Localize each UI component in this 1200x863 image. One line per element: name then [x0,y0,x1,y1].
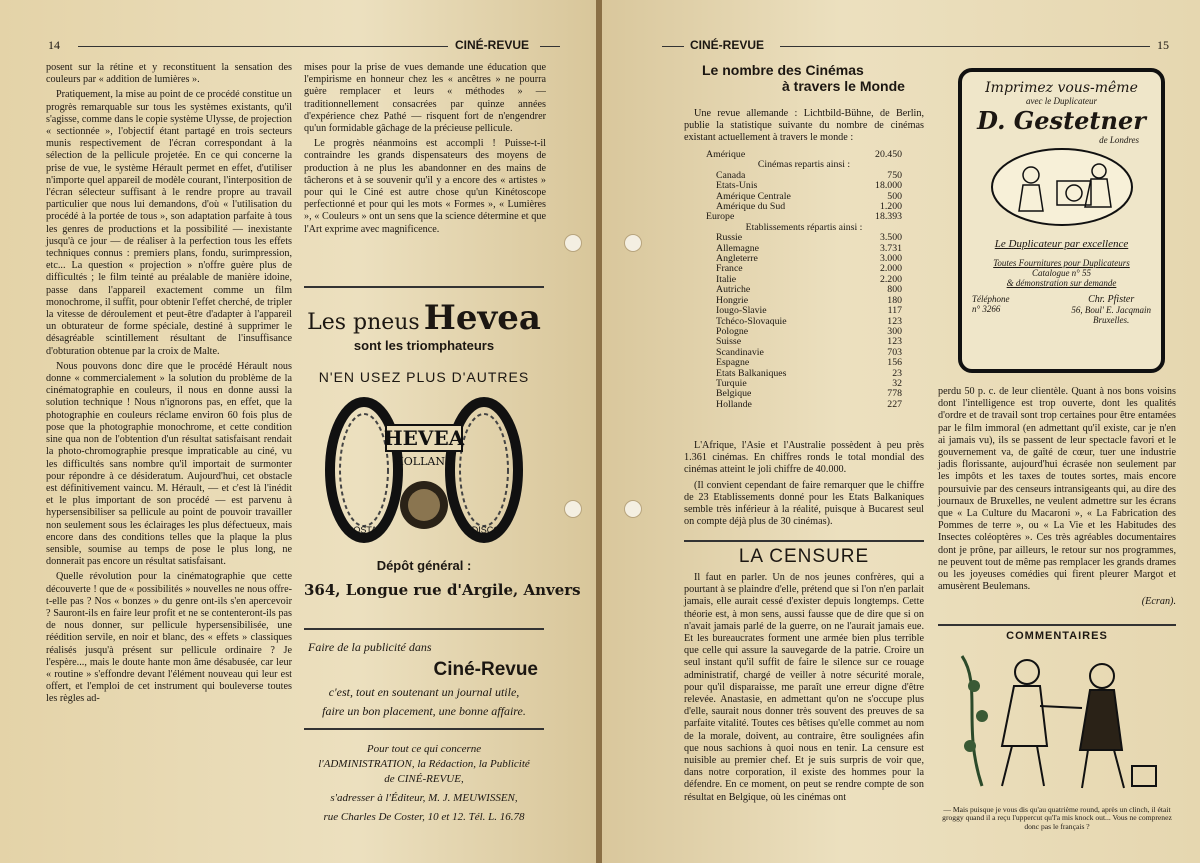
stats-value: 32 [892,377,902,389]
paragraph: Une revue allemande : Lichtbild-Bühne, de Berlin, publie la statistique suivante du nombre de cinémas existant actuellement à travers le monde : [684,108,924,144]
article-column-1 [46,62,292,709]
stats-label: Amérique du Sud [716,201,786,213]
ad-divider [304,286,544,288]
censure-column-1 [684,572,924,807]
admin-line4: s'adresser à l'Éditeur, M. J. MEUWISSEN, [330,792,518,804]
stats-value: 18.393 [875,211,902,223]
stats-label: Angleterre [716,253,758,265]
stats-row [706,400,902,410]
stats-value: 750 [887,169,902,181]
duplicator-illustration [987,145,1137,227]
stats-label: Iougo-Slavie [716,305,767,317]
publicity-box [304,640,544,719]
paragraph: (Il convient cependant de faire remarquer que le chiffre de 23 Etablissements donné pour les Etats Balkaniques semble très inférieur à la réalité, puisque à Bucarest seul on compte déjà plus de 30 cinémas). [684,479,924,528]
gestetner-phone-label: Téléphone [972,294,1010,304]
gestetner-dealer-name: Chr. Pfister [1088,294,1135,305]
publicity-brand: Ciné-Revue [433,659,538,680]
tyre-left-label: COSTA [346,525,378,535]
stats-value: 227 [887,398,902,410]
cinemas-title-1: Le nombre des Cinémas [702,62,864,78]
admin-line1: Pour tout ce qui concerne [366,743,482,755]
gestetner-brand: D. Gestetner [977,106,1146,135]
running-head-left: CINÉ-REVUE [455,38,530,52]
cinemas-conclusion [684,440,924,531]
stats-row [706,358,902,368]
header-rule-right [780,46,1150,47]
gestetner-catalogue: Catalogue n° 55 [1031,268,1092,278]
hevea-brand: Hevea [423,298,541,338]
right-page [602,0,1200,863]
tyre-right-label: DISCO [471,525,501,535]
stats-value: 3.000 [879,253,902,265]
paragraph: L'Afrique, l'Asie et l'Australie possèdent à peu près 1.361 cinémas. En chiffres ronds le total mondial des cinémas atteint le joli chiffre de 40.000. [684,440,924,476]
publicity-line2: c'est, tout en soutenant un journal utile, [328,685,520,699]
stats-label: Autriche [716,284,751,296]
commentaires-top-rule [938,624,1176,626]
cinemas-stats-table [706,150,902,410]
stats-value: 300 [887,325,902,337]
stats-row [706,306,902,316]
stats-label: Suisse [716,336,742,348]
stats-value: 18.000 [875,180,902,192]
punch-hole [564,500,582,518]
gestetner-ad [958,68,1165,373]
header-rule-left-end [540,46,560,47]
hevea-line3: N'EN USEZ PLUS D'AUTRES [318,369,530,385]
stats-label: Pologne [716,325,749,337]
cinemas-intro [684,108,924,148]
hevea-depot-address: 364, Longue rue d'Argile, Anvers [304,581,581,599]
cinemas-title-2: à travers le Monde [782,78,905,94]
stats-value: 123 [887,336,902,348]
paragraph: Il faut en parler. Un de nos jeunes confrères, qui a pourtant à se plaindre d'elle, prétend que si l'on n'en parlait jamais, elle aurait cessé d'exister depuis longtemps. Cette théorie est, à mon sens, aussi fausse que de dire que si on n'avait jamais parlé de la guerre, on ne l'aurait jamais eue. Et les bureaucrates forment une armée bien plus terrible que celle qui assure la sauvegarde de la patrie. Croire un seul instant qu'il suffit de faire le silence sur ce rouage administratif, chargé de veiller à notre sécurité morale, pour qu'il disparaisse, me paraît une erreur digne d'être relevée. Anastasie, en admettant qu'on ne s'occupe plus d'elle, saurait nous donner très souvent des preuves de sa parfaite vitalité. Toutes ces bêtises qu'elle commet au nom de la morale, doivent, au contraire, être soulignées afin que nous sachions à quoi nous en tenir. La censure est nuisible au premier chef. Et je suis surpris de voir que, dans notre corporation, il existe des hommes pour la défendre. En ce moment, on peut se rendre compte de son résultat en Belgique, où les cinémas ont [684,572,924,803]
stats-value: 123 [887,315,902,327]
stats-value: 778 [887,388,902,400]
stats-subheading: Etablissements répartis ainsi : [745,221,863,233]
stats-label: Allemagne [716,242,759,254]
hevea-prefix: Les pneus [307,310,420,335]
stats-label: Hongrie [716,294,749,306]
punch-hole [564,234,582,252]
censure-column-2 [938,386,1176,609]
header-rule-right-start [662,46,684,47]
stats-label: Europe [706,211,735,223]
punch-hole [624,234,642,252]
gestetner-phone-no: n° 3266 [972,304,1001,314]
stats-label: Etats-Unis [716,180,758,192]
stats-label: Italie [716,273,737,285]
stats-row [706,202,902,212]
boxing-cartoon [952,646,1162,796]
gestetner-dealer-street: 56, Boul' E. Jacqmain [1071,305,1151,315]
paragraph: perdu 50 p. c. de leur clientèle. Quant à nos bons voisins dont l'intelligence est trop ouverte, dont les qualités d'ordre et de travail sont trop certaines pour être entamées par le film immoral (en admettant qu'il existe, car je n'en ai jamais vu), ils se passent de leur spectacle favori et le gouvernement va, de gaîté de cœur, tuer une industrie jadis florissante, aujourd'hui écrasée non seulement par les impôts et les taxes de toutes sortes, mais encore poursuivie par des censeurs intransigeants qui, au dire des journaux de Bruxelles, ne veulent admettre sur les écrans que « La Culture du Macaroni », « La Fabrication des Pommes de terre », ou « La Vie et les Habitudes des Insectes coléoptères ». Ces très agréables documentaires dont je prône, par ailleurs, le retour sur nos programmes, ne peuvent tout de même pas remplacer les grands drames ou les joyeuses comédies qui firent pleurer Margot et amusèrent Beulemans. [938,386,1176,593]
stats-value: 180 [887,294,902,306]
paragraph: posent sur la rétine et y reconstituent la sensation des couleurs par « addition de lumières ». [46,62,292,86]
censure-title: LA CENSURE [738,546,870,567]
gestetner-tagline: Le Duplicateur par excellence [994,238,1129,250]
paragraph: Pratiquement, la mise au point de ce procédé constitue un progrès remarquable sur tous les systèmes existants, qu'il s'agisse, comme dans le copie système Ulysse, de projection « sectionnée », l'objectif étant partagé en trois secteurs munis respectivement de l'écran correspondant à la sélection de la pellicule projetée. En ce qui concerne la prise de vue, le système Hérault permet en effet, d'utiliser n'importe quel appareil de modèle courant, l'interposition de l'écran sélecteur suffisant à le rendre propre au travail particulier que nous lui demandons, d'où « l'utilisation du procédé à la portée de tous », son adaptation parfaite à tous les genres de productions et la possibilité — inexistante jusqu'à ce jour — de réaliser à la perfection tous les effets techniques connus : premiers plans, fondu, surimpression, etc... La question « projection » n'offre guère plus de difficultés ; le film teinté au préalable de manière idoine, passe dans l'appareil exactement comme un film monochrome, il suffit, pour obtenir l'effet cherché, de tripler la vitesse de déroulement et peut-être d'adapter à l'appareil un obturateur de forme spéciale, destiné à supprimer le désagréable scintillement résultant de l'insuffisance d'obturation obtenue par la croix de Malte. [46,89,292,357]
paragraph: Nous pouvons donc dire que le procédé Hérault nous donne « commercialement » la solution du problème de la cinématographie en couleurs, il nous en donne aussi la solution technique ! Nous n'ignorons pas, en effet, que la photographie en couleurs réclame environ 60 fois plus de pose que la photographie monochrome, et cette condition sine qua non de l'obtention d'un résultat satisfaisant rendait la photo-chromographie presque impraticable au ciné, vu les difficultés sans nombre qu'il importait de surmonter pour répondre à ce désideratum. Aujourd'hui, cet obstacle est définitivement vaincu. M. Hérault, — et c'est là l'inédit et le plus important de son procédé — est parvenu à hypersensibiliser sa pellicule au point de pouvoir travailler non seulement sous les éclairages les plus défectueux, mais encore dans des conditions telles que la plaque la plus sensible, soumise au temps de pose le plus long, ne donnerait pas encore un résultat satisfaisant. [46,360,292,568]
censure-signature: (Ecran). [1141,596,1176,608]
stats-subheading: Cinémas repartis ainsi : [757,159,851,171]
stats-value: 800 [887,284,902,296]
stats-label: France [716,263,743,275]
gestetner-dealer-city: Bruxelles. [1093,315,1130,325]
left-page [0,0,598,863]
stats-label: Hollande [716,398,752,410]
censure-top-rule [684,540,924,542]
paragraph: Quelle révolution pour la cinématographie que cette découverte ! que de « possibilités » nouvelles ne nous offre-t-elle pas ? Nos « bonzes » du genre ont-ils s'en apercevoir ? Sauront-ils en faire leur profit et ne se contenteront-ils pas de nous donner, sur pellicule hypersensibilisée, une réédition servile, en noir et blanc, des « effets » classiques réalisés jusqu'à présent sur pellicule ordinaire ? Je l'espère..., mais le doute hante mon âme désabusée, car leur « routine » s'effondre devant l'élément nouveau qui leur est offert, et l'emploi de cet instrument qui bouleverse toutes les règles ad- [46,571,292,705]
stats-value: 117 [887,305,902,317]
gestetner-brand-sub: de Londres [1099,135,1139,145]
stats-label: Turquie [716,377,747,389]
tyre-brand: HEVEA [383,426,465,450]
stats-label: Tchéco-Slovaquie [716,315,787,327]
publicity-line3: faire un bon placement, une bonne affaire. [322,704,526,718]
page-number-right: 15 [1157,38,1169,52]
admin-line3: de CINÉ-REVUE, [384,773,464,785]
stats-label: Espagne [716,357,750,369]
punch-hole [624,500,642,518]
hevea-ad [304,298,581,599]
stats-value: 3.731 [879,242,902,254]
header-rule-left [78,46,448,47]
stats-value: 3.500 [879,232,902,244]
publicity-line1: Faire de la publicité dans [308,640,432,654]
gestetner-demo: & démonstration sur demande [1006,278,1117,288]
stats-label: Etats Balkaniques [716,367,787,379]
stats-value: 2.200 [879,273,902,285]
article-column-2 [304,62,546,239]
hevea-line2: sont les triomphateurs [353,338,495,353]
admin-box [300,742,548,825]
publicity-bottom-rule [304,728,544,730]
hevea-depot-label: Dépôt général : [376,558,472,573]
paragraph: Le progrès néanmoins est accompli ! Puisse-t-il contraindre les grands dispensateurs des moyens de production à ne plus les abandonner en des mains de tâcherons et à se souvenir qu'il y a encore des « artistes » pour qui le Ciné est autre chose qu'un Kinétoscope perfectionné et pour qui les mots « Formes », « Lumières », « Couleurs » ont un sens que la science détermine et que l'Art exprime avec magnificence. [304,138,546,235]
stats-value: 156 [887,357,902,369]
commentaires-title: COMMENTAIRES [1006,630,1108,642]
running-head-right: CINÉ-REVUE [690,38,765,52]
stats-label: Amérique Centrale [716,190,791,202]
stats-value: 1.200 [879,201,902,213]
commentaires-caption: — Mais puisque je vous dis qu'au quatrième round, après un clinch, il était groggy quand il a reçu l'uppercut qu'l'a mis knock out... Vous ne comprenez donc pas le français ? [942,805,1172,831]
paragraph: mises pour la prise de vues demande une éducation que l'empirisme en honneur chez les « ancêtres » ne pourra guère remplacer et leurs « méthodes » — traditionnellement consacrées par quinze années d'expérience chez Pathé — risquent fort de n'engendrer qu'un formidable gâchage de la précieuse pellicule. [304,62,546,135]
stats-value: 703 [887,346,902,358]
page-number-left: 14 [48,38,60,52]
tyre-illustration [324,395,524,545]
stats-label: Scandinavie [716,346,764,358]
gestetner-line1: Imprimez vous-même [985,80,1138,96]
stats-label: Belgique [716,388,752,400]
stats-value: 20.450 [875,149,902,160]
tyre-sub: HOLLAND [394,455,454,468]
stats-label: Amérique [706,149,746,160]
stats-value: 23 [892,367,902,379]
publicity-top-rule [304,628,544,630]
gestetner-supplies: Toutes Fournitures pour Duplicateurs [993,258,1130,268]
stats-value: 2.000 [879,263,902,275]
stats-label: Russie [716,232,743,244]
stats-label: Canada [716,169,746,181]
admin-line5: rue Charles De Coster, 10 et 12. Tél. L. 16.78 [323,811,525,823]
stats-value: 500 [887,190,902,202]
admin-line2: l'ADMINISTRATION, la Rédaction, la Publicité [318,758,530,770]
gestetner-line2: avec le Duplicateur [1026,96,1097,106]
